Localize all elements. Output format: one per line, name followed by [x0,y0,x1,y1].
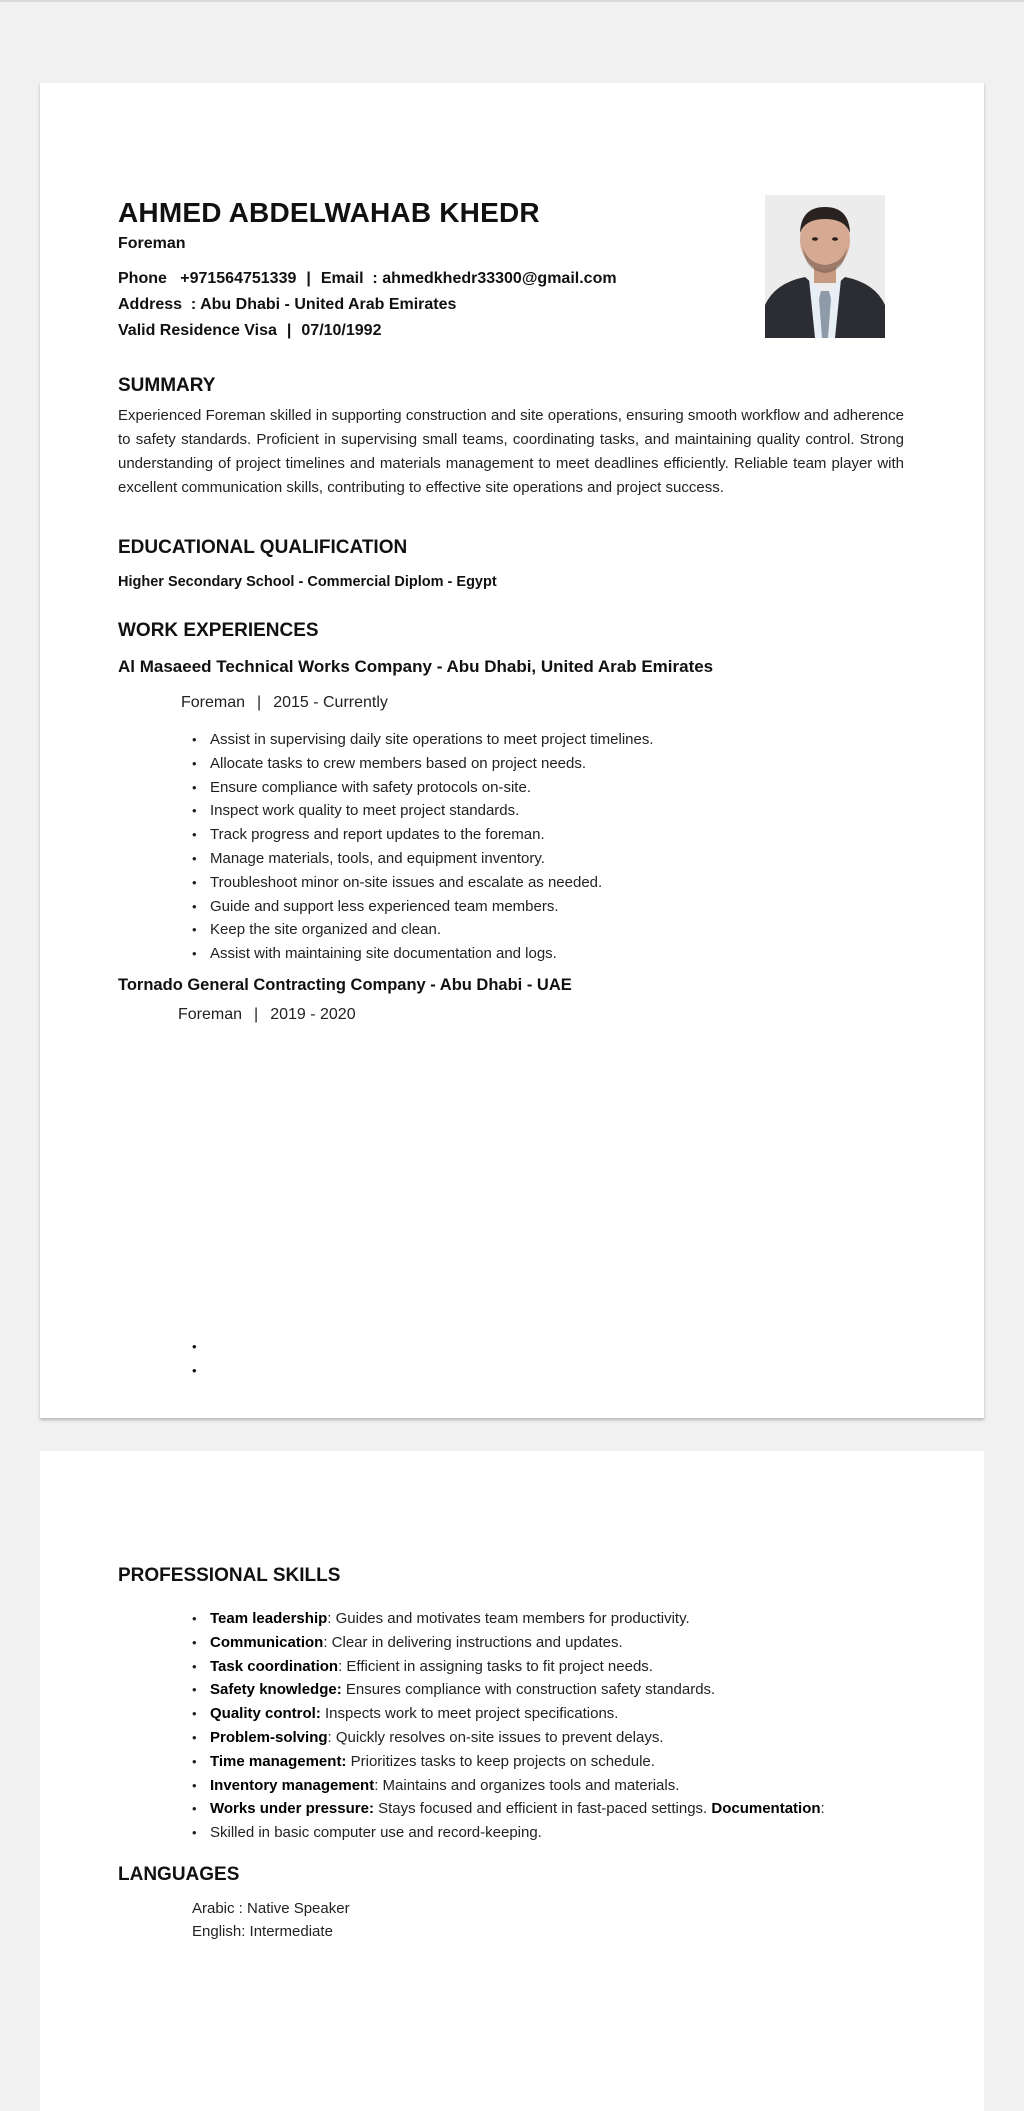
list-item: • Assist in supervising daily site operations to meet project timelines. [192,728,654,752]
skill-desc: : Quickly resolves on-site issues to prevent delays. [327,1728,664,1746]
contact-line: Phone +971564751339 | Email : ahmedkhedr33300@gmail.com [118,270,617,287]
education-item: Higher Secondary School - Commercial Diplom - Egypt [118,574,497,590]
skill-extra: Documentation [711,1800,821,1818]
job-company: Tornado General Contracting Company - Abu Dhabi - UAE [118,976,572,994]
skill-name: Quality control: [210,1705,321,1723]
visa-status: Valid Residence Visa [118,322,277,339]
resume-page-1 [40,83,984,1418]
address-value: : Abu Dhabi - United Arab Emirates [190,296,457,313]
list-item: • Manage materials, tools, and equipment inventory. [192,847,654,871]
viewer-top-edge [0,0,1024,2]
job-role-line: Foreman | 2019 - 2020 [178,1006,356,1023]
skill-name: Task coordination [210,1657,339,1675]
date-of-birth: 07/10/1992 [301,322,382,339]
list-item: • Guide and support less experienced team members. [192,895,654,919]
language-item: English: Intermediate [192,1923,333,1940]
skill-desc: Stays focused and efficient in fast-paced settings. [373,1800,712,1818]
skill-item [192,1607,825,1631]
skill-desc: : Clear in delivering instructions and updates. [323,1633,623,1651]
phone-value: +971564751339 [180,270,297,287]
skills-heading: PROFESSIONAL SKILLS [118,1565,341,1586]
list-item: • Inspect work quality to meet project standards. [192,799,654,823]
job-role: Foreman [181,694,246,711]
skills-list [192,1607,825,1845]
address-label: Address [118,296,183,313]
languages-heading: LANGUAGES [118,1864,240,1885]
job-duties-list [192,728,654,966]
skill-item [192,1702,825,1726]
skill-desc: Prioritizes tasks to keep projects on schedule. [346,1752,655,1770]
skill-desc: : Maintains and organizes tools and materials. [374,1776,680,1794]
skill-item [192,1750,825,1774]
skill-name: Problem-solving [210,1728,328,1746]
skill-desc: : Efficient in assigning tasks to fit project needs. [338,1657,653,1675]
summary-text: Experienced Foreman skilled in supporting construction and site operations, ensuring smooth workflow and adherence to safety standards. Proficient in supervising small teams, coordinating tasks, and maintaining quality control. Strong understanding of project timelines and materials management to meet deadlines efficiently. Reliable team player with excellent communication skills, contributing to effective site operations and project success. [118,407,904,496]
job-role-line: Foreman | 2015 - Currently [181,694,388,711]
skill-name: Communication [210,1633,324,1651]
skill-name: Safety knowledge: [210,1681,342,1699]
list-item: • Assist with maintaining site documentation and logs. [192,942,654,966]
empty-bullet: • [192,1363,197,1378]
summary-heading: SUMMARY [118,375,216,396]
work-heading: WORK EXPERIENCES [118,620,319,641]
phone-label: Phone [118,270,167,287]
skill-item: • Works under pressure: Stays focused and efficient in fast-paced settings. Documentation: [192,1797,825,1821]
job-role: Foreman [178,1006,243,1023]
profile-photo-illustration [765,195,885,338]
skill-item [192,1726,825,1750]
language-item: Arabic : Native Speaker [192,1900,350,1917]
skill-desc: Skilled in basic computer use and record-keeping. [210,1824,542,1842]
skill-name: Team leadership [210,1610,328,1627]
skill-name: Works under pressure: [210,1800,374,1818]
skill-name: Inventory management [210,1776,375,1794]
address-line [118,296,456,314]
candidate-name: AHMED ABDELWAHAB KHEDR [118,197,540,228]
skill-name: Time management: [210,1752,347,1770]
list-item: • Track progress and report updates to the foreman. [192,823,654,847]
skill-item [192,1678,825,1702]
skill-desc: Inspects work to meet project specifications. [320,1705,619,1723]
job-company: Al Masaeed Technical Works Company - Abu Dhabi, United Arab Emirates [118,657,714,676]
job-period: 2019 - 2020 [270,1006,356,1023]
email-value: : ahmedkhedr33300@gmail.com [372,270,617,287]
job-period: 2015 - Currently [273,694,388,711]
skill-item [192,1631,825,1655]
profile-photo [765,195,885,338]
skill-item [192,1655,825,1679]
skill-item [192,1774,825,1798]
email-label: Email [320,270,364,287]
empty-bullet: • [192,1339,197,1354]
candidate-title: Foreman [118,235,186,252]
education-heading: EDUCATIONAL QUALIFICATION [118,537,408,558]
list-item: • Keep the site organized and clean. [192,918,654,942]
list-item: • Allocate tasks to crew members based on project needs. [192,752,654,776]
resume-page-2 [40,1451,984,2111]
list-item: • Ensure compliance with safety protocols on-site. [192,776,654,800]
skill-item [192,1821,825,1845]
skill-desc: : Guides and motivates team members for productivity. [327,1610,690,1627]
list-item: • Troubleshoot minor on-site issues and escalate as needed. [192,871,654,895]
visa-line: Valid Residence Visa | 07/10/1992 [118,322,382,339]
skill-desc: Ensures compliance with construction safety standards. [341,1681,716,1699]
